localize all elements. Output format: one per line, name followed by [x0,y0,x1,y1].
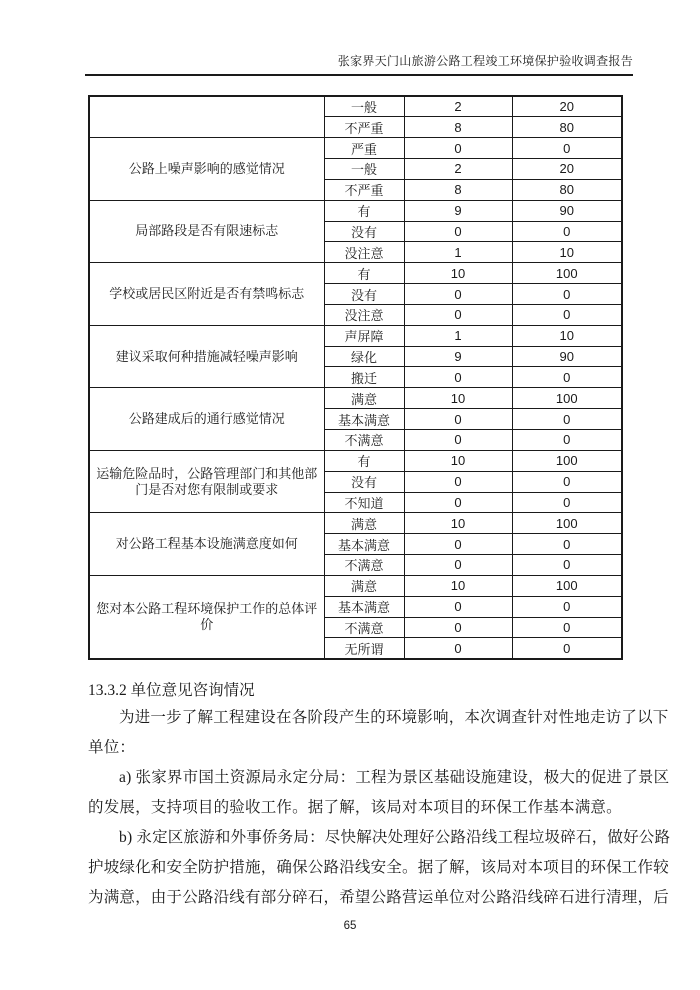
paragraph-line: a) 张家界市国土资源局永定分局：工程为景区基础设施建设，极大的促进了景区 [119,769,670,786]
count-cell: 1 [404,325,512,346]
question-cell: 对公路工程基本设施满意度如何 [89,513,324,576]
option-cell: 不严重 [324,179,404,200]
percent-cell: 0 [512,367,622,388]
question-cell: 运输危险品时，公路管理部门和其他部门是否对您有限制或要求 [89,450,324,513]
question-cell: 建议采取何种措施减轻噪声影响 [89,325,324,388]
option-cell: 满意 [324,513,404,534]
count-cell: 0 [404,492,512,513]
count-cell: 10 [404,575,512,596]
option-cell: 没注意 [324,304,404,325]
table-row [89,575,622,596]
option-cell: 没有 [324,221,404,242]
percent-cell: 0 [512,138,622,159]
percent-cell: 100 [512,263,622,284]
header-rule-divider [85,74,633,76]
option-cell: 没有 [324,284,404,305]
option-cell: 声屏障 [324,325,404,346]
percent-cell: 0 [512,534,622,555]
percent-cell: 20 [512,96,622,117]
survey-table-body [89,96,622,659]
count-cell: 0 [404,471,512,492]
body-paragraphs [88,703,671,913]
question-cell: 您对本公路工程环境保护工作的总体评价 [89,575,324,658]
table-row [89,388,622,409]
option-cell: 有 [324,263,404,284]
option-cell: 严重 [324,138,404,159]
option-cell: 绿化 [324,346,404,367]
section-heading: 13.3.2 单位意见咨询情况 [88,682,255,699]
count-cell: 10 [404,263,512,284]
count-cell: 10 [404,513,512,534]
count-cell: 10 [404,388,512,409]
option-cell: 一般 [324,159,404,180]
question-cell: 学校或居民区附近是否有禁鸣标志 [89,263,324,326]
option-cell: 搬迁 [324,367,404,388]
table-row [89,513,622,534]
option-cell: 有 [324,450,404,471]
option-cell: 满意 [324,575,404,596]
option-cell: 不知道 [324,492,404,513]
table-row [89,96,622,117]
paragraph-line: 为进一步了解工程建设在各阶段产生的环境影响，本次调查针对性地走访了以下 [119,709,669,726]
percent-cell: 90 [512,200,622,221]
percent-cell: 100 [512,513,622,534]
percent-cell: 80 [512,179,622,200]
count-cell: 0 [404,367,512,388]
option-cell: 无所谓 [324,638,404,659]
percent-cell: 10 [512,325,622,346]
paragraph-line: 为满意，由于公路沿线有部分碎石，希望公路营运单位对公路沿线碎石进行清理，后 [88,889,669,906]
percent-cell: 0 [512,555,622,576]
table-row [89,450,622,471]
count-cell: 0 [404,555,512,576]
percent-cell: 100 [512,450,622,471]
count-cell: 0 [404,284,512,305]
count-cell: 0 [404,409,512,430]
count-cell: 2 [404,96,512,117]
count-cell: 0 [404,304,512,325]
paragraph-line: 单位： [88,739,136,756]
question-cell [89,96,324,138]
page-number: 65 [343,920,357,932]
percent-cell: 0 [512,492,622,513]
table-row [89,263,622,284]
percent-cell: 0 [512,617,622,638]
option-cell: 基本满意 [324,409,404,430]
percent-cell: 0 [512,304,622,325]
percent-cell: 80 [512,117,622,138]
percent-cell: 90 [512,346,622,367]
percent-cell: 0 [512,596,622,617]
count-cell: 0 [404,596,512,617]
percent-cell: 0 [512,284,622,305]
report-header-title: 张家界天门山旅游公路工程竣工环境保护验收调查报告 [337,54,633,68]
percent-cell: 0 [512,471,622,492]
count-cell: 9 [404,346,512,367]
count-cell: 0 [404,138,512,159]
option-cell: 不满意 [324,617,404,638]
count-cell: 8 [404,179,512,200]
count-cell: 2 [404,159,512,180]
option-cell: 没注意 [324,242,404,263]
option-cell: 不满意 [324,430,404,451]
count-cell: 0 [404,638,512,659]
count-cell: 10 [404,450,512,471]
paragraph-line: 护坡绿化和安全防护措施，确保公路沿线安全。据了解，该局对本项目的环保工作较 [88,859,669,876]
question-cell: 局部路段是否有限速标志 [89,200,324,263]
option-cell: 有 [324,200,404,221]
percent-cell: 0 [512,430,622,451]
count-cell: 0 [404,617,512,638]
percent-cell: 0 [512,409,622,430]
percent-cell: 100 [512,388,622,409]
count-cell: 8 [404,117,512,138]
percent-cell: 20 [512,159,622,180]
option-cell: 满意 [324,388,404,409]
table-row [89,138,622,159]
question-cell: 公路上噪声影响的感觉情况 [89,138,324,201]
option-cell: 一般 [324,96,404,117]
percent-cell: 0 [512,221,622,242]
paragraph-line: 的发展，支持项目的验收工作。据了解，该局对本项目的环保工作基本满意。 [88,799,622,816]
option-cell: 没有 [324,471,404,492]
table-row [89,200,622,221]
count-cell: 1 [404,242,512,263]
paragraph-line: b) 永定区旅游和外事侨务局：尽快解决处理好公路沿线工程垃圾碎石，做好公路 [119,829,671,846]
option-cell: 不严重 [324,117,404,138]
count-cell: 9 [404,200,512,221]
percent-cell: 100 [512,575,622,596]
count-cell: 0 [404,534,512,555]
option-cell: 基本满意 [324,596,404,617]
count-cell: 0 [404,430,512,451]
survey-results-table [88,95,623,660]
percent-cell: 0 [512,638,622,659]
percent-cell: 10 [512,242,622,263]
count-cell: 0 [404,221,512,242]
option-cell: 不满意 [324,555,404,576]
question-cell: 公路建成后的通行感觉情况 [89,388,324,451]
option-cell: 基本满意 [324,534,404,555]
table-row [89,325,622,346]
